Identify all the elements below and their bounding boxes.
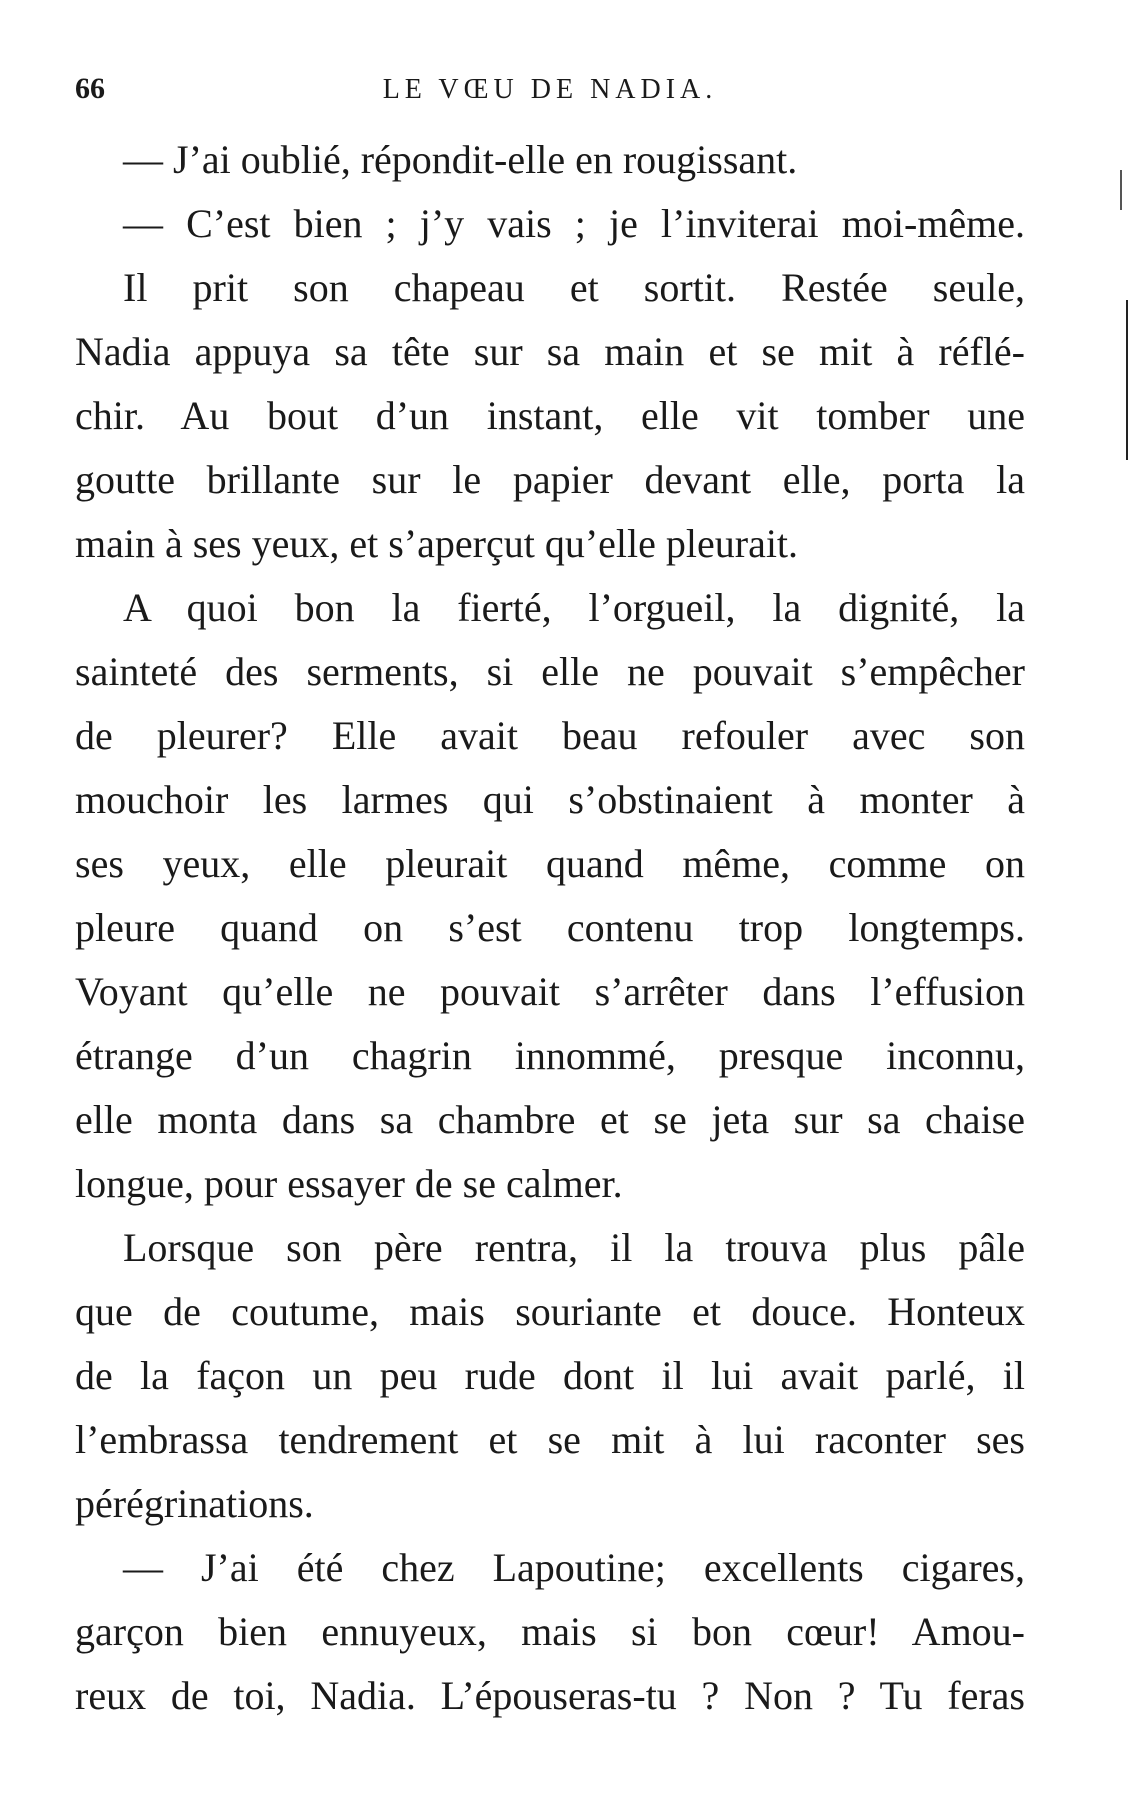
text-line: ses yeux, elle pleurait quand même, comme on <box>75 841 1025 886</box>
text-line: pleure quand on s’est contenu trop longtemps. <box>75 905 1025 950</box>
text-line: chir. Au bout d’un instant, elle vit tomber une <box>75 393 1025 438</box>
text-line: sainteté des serments, si elle ne pouvait s’empêcher <box>75 649 1025 694</box>
text-line: Lorsque son père rentra, il la trouva plus pâle <box>123 1225 1025 1270</box>
text-line: de la façon un peu rude dont il lui avait parlé, il <box>75 1353 1025 1398</box>
text-line: de pleurer? Elle avait beau refouler avec son <box>75 713 1025 758</box>
text-line: elle monta dans sa chambre et se jeta sur sa chaise <box>75 1097 1025 1142</box>
text-line: pérégrinations. <box>75 1481 314 1526</box>
text-line: Il prit son chapeau et sortit. Restée seule, <box>123 265 1025 310</box>
text-line: — C’est bien ; j’y vais ; je l’inviterai moi-même. <box>123 201 1025 246</box>
text-line: goutte brillante sur le papier devant elle, porta la <box>75 457 1025 502</box>
text-line: main à ses yeux, et s’aperçut qu’elle pleurait. <box>75 521 799 566</box>
running-title: LE VŒU DE NADIA. <box>382 74 718 105</box>
body-text <box>75 128 1025 1728</box>
text-line: étrange d’un chagrin innommé, presque inconnu, <box>75 1033 1025 1078</box>
text-line: Nadia appuya sa tête sur sa main et se mit à réflé- <box>75 329 1025 374</box>
text-line: que de coutume, mais souriante et douce. Honteux <box>75 1289 1025 1334</box>
page-edge-mark <box>1120 170 1122 210</box>
text-line: — J’ai oublié, répondit-elle en rougissant. <box>123 137 798 182</box>
page-edge-mark <box>1126 300 1128 460</box>
text-line: mouchoir les larmes qui s’obstinaient à monter à <box>75 777 1025 822</box>
text-line: reux de toi, Nadia. L’épouseras-tu ? Non ? Tu feras <box>75 1673 1025 1718</box>
page-number: 66 <box>75 72 105 105</box>
text-line: l’embrassa tendrement et se mit à lui raconter ses <box>75 1417 1025 1462</box>
text-line: garçon bien ennuyeux, mais si bon cœur! Amou- <box>75 1609 1025 1654</box>
text-line: Voyant qu’elle ne pouvait s’arrêter dans l’effusion <box>75 969 1025 1014</box>
text-line: — J’ai été chez Lapoutine; excellents cigares, <box>123 1545 1025 1590</box>
text-line: A quoi bon la fierté, l’orgueil, la dignité, la <box>123 585 1025 630</box>
text-line: longue, pour essayer de se calmer. <box>75 1161 623 1206</box>
page-header <box>75 72 1025 112</box>
